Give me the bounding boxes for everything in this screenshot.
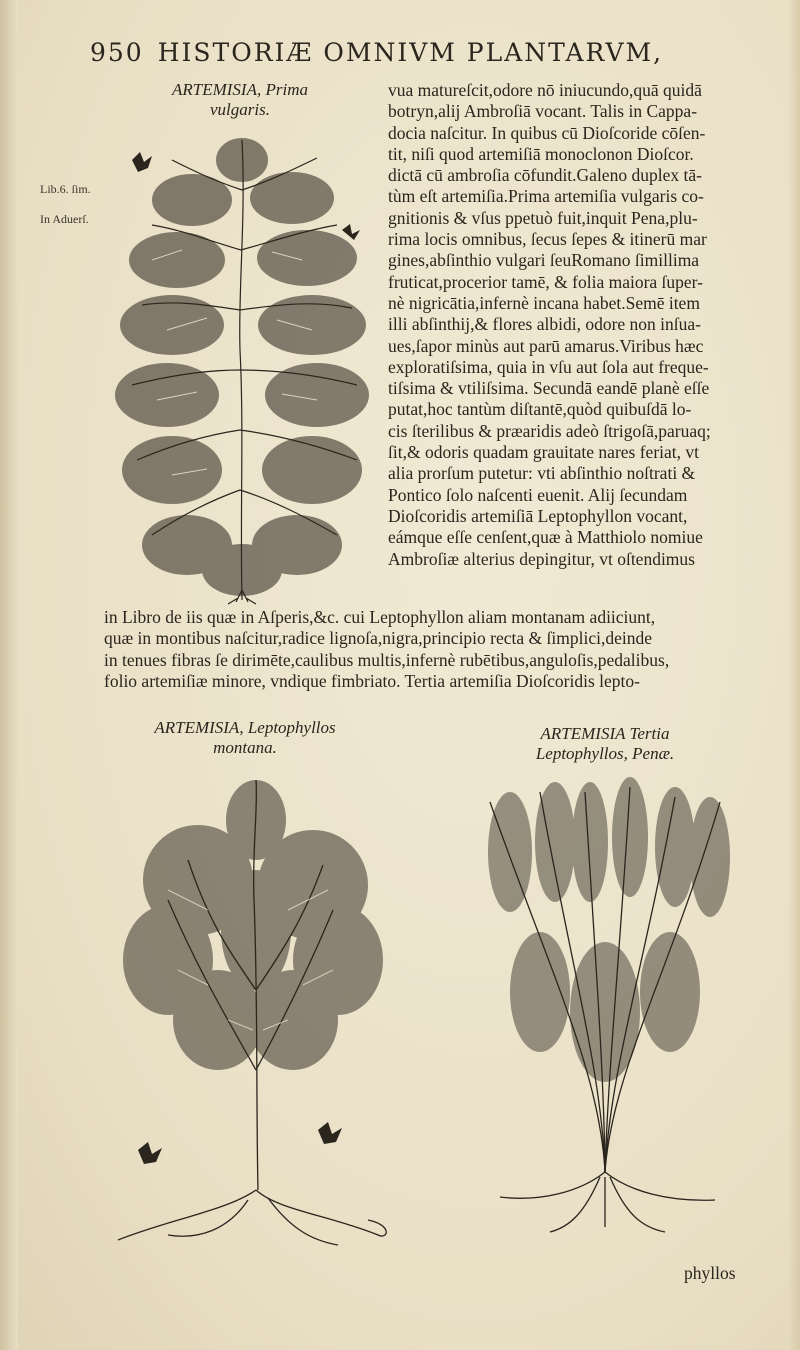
figure-3-caption <box>470 724 740 764</box>
page-edge <box>788 0 800 1350</box>
text-line: dictā cū ambroſia cōfundit.Galeno duplex tā- <box>388 165 702 186</box>
text-line: exploratiſsima, quia in vſu aut ſola aut freque- <box>388 356 709 377</box>
page-gutter <box>0 0 18 1350</box>
caption-line: Leptophyllos, Penæ. <box>535 744 675 763</box>
text-line: quæ in montibus naſcitur,radice lignoſa,nigra,principio recta & ſimplici,deinde <box>104 628 652 649</box>
text-line: Ambroſiæ alterius depingitur, vt oſtendimus <box>388 548 695 569</box>
full-width-text <box>104 607 768 692</box>
running-title: HISTORIÆ OMNIVM PLANTARVM, <box>157 38 664 67</box>
text-line: tiſsima & vtiliſsima. Secundā eandē planè eſſe <box>388 378 710 399</box>
text-line: in tenues fibras ſe dirimēte,caulibus multis,infernè rubētibus,anguloſis,pedalibus, <box>104 649 670 670</box>
figure-2-caption <box>110 718 380 758</box>
catchword: phyllos <box>684 1263 736 1283</box>
caption-line: montana. <box>213 738 277 757</box>
page-number: 950 <box>90 38 144 67</box>
text-line: vua matureſcit,odore nō iniucundo,quā quidā <box>388 80 702 100</box>
text-line: botryn,alij Ambroſiā vocant. Talis in Cappa- <box>388 101 698 122</box>
text-line: alia prorſum putetur: vti abſinthio noſtrati & <box>388 463 696 484</box>
figure-1-caption <box>120 80 360 120</box>
text-line: nè nigricātia,infernè incana habet.Semē item <box>388 292 700 313</box>
woodcut-artemisia-montana <box>108 770 398 1250</box>
margin-note: In Aduerſ. <box>40 212 89 226</box>
text-line: rima locis omnibus, ſecus ſepes & itinerū mar <box>388 229 707 250</box>
text-line: gines,abſinthio vulgari ſeuRomano ſimillima <box>388 250 700 271</box>
caption-line: vulgaris. <box>210 100 270 119</box>
running-header <box>90 38 730 67</box>
woodcut-artemisia-tertia <box>470 772 740 1242</box>
text-line: gnitionis & vſus ppetuò fuit,inquit Pena,plu- <box>388 207 698 228</box>
text-line: tit, niſi quod artemiſiā monoclonon Dioſcor. <box>388 143 694 164</box>
text-line: eámque eſſe cenſent,quæ à Matthiolo nomiue <box>388 527 703 548</box>
text-line: Pontico ſolo naſcenti euenit. Alij ſecundam <box>388 484 688 505</box>
caption-line: ARTEMISIA Tertia <box>540 724 670 743</box>
caption-line: ARTEMISIA, Prima <box>172 80 308 99</box>
text-line: in Libro de iis quæ in Aſperis,&c. cui Leptophyllon aliam montanam adiiciunt, <box>104 607 656 627</box>
right-column-text <box>388 80 766 570</box>
text-line: ues,ſapor minùs aut parū amarus.Viribus hæc <box>388 335 704 356</box>
text-line: illi abſinthij,& flores albidi, odore non inſua- <box>388 314 702 335</box>
text-line: docia naſcitur. In quibus cū Dioſcoride cōſen- <box>388 122 706 143</box>
caption-line: ARTEMISIA, Leptophyllos <box>154 718 336 737</box>
text-line: cis ſterilibus & præaridis adeò ſtrigoſā,paruaq; <box>388 420 711 441</box>
text-line: tùm eſt artemiſia.Prima artemiſia vulgaris co- <box>388 186 704 207</box>
text-line: folio artemiſiæ minore, vndique fimbriato. Tertia artemiſia Dioſcoridis lepto- <box>104 670 640 691</box>
text-line: putat,hoc tantùm diſtantē,quòd quibuſdā lo- <box>388 399 692 420</box>
text-line: ſit,& odoris quadam grauitate nares feriat, vt <box>388 442 700 463</box>
text-line: fruticat,procerior tamē, & folia maiora ſuper- <box>388 271 703 292</box>
margin-note: Lib.6. ſim. <box>40 182 91 196</box>
text-line: Dioſcoridis artemiſiā Leptophyllon vocant, <box>388 505 688 526</box>
woodcut-artemisia-vulgaris <box>112 130 382 610</box>
